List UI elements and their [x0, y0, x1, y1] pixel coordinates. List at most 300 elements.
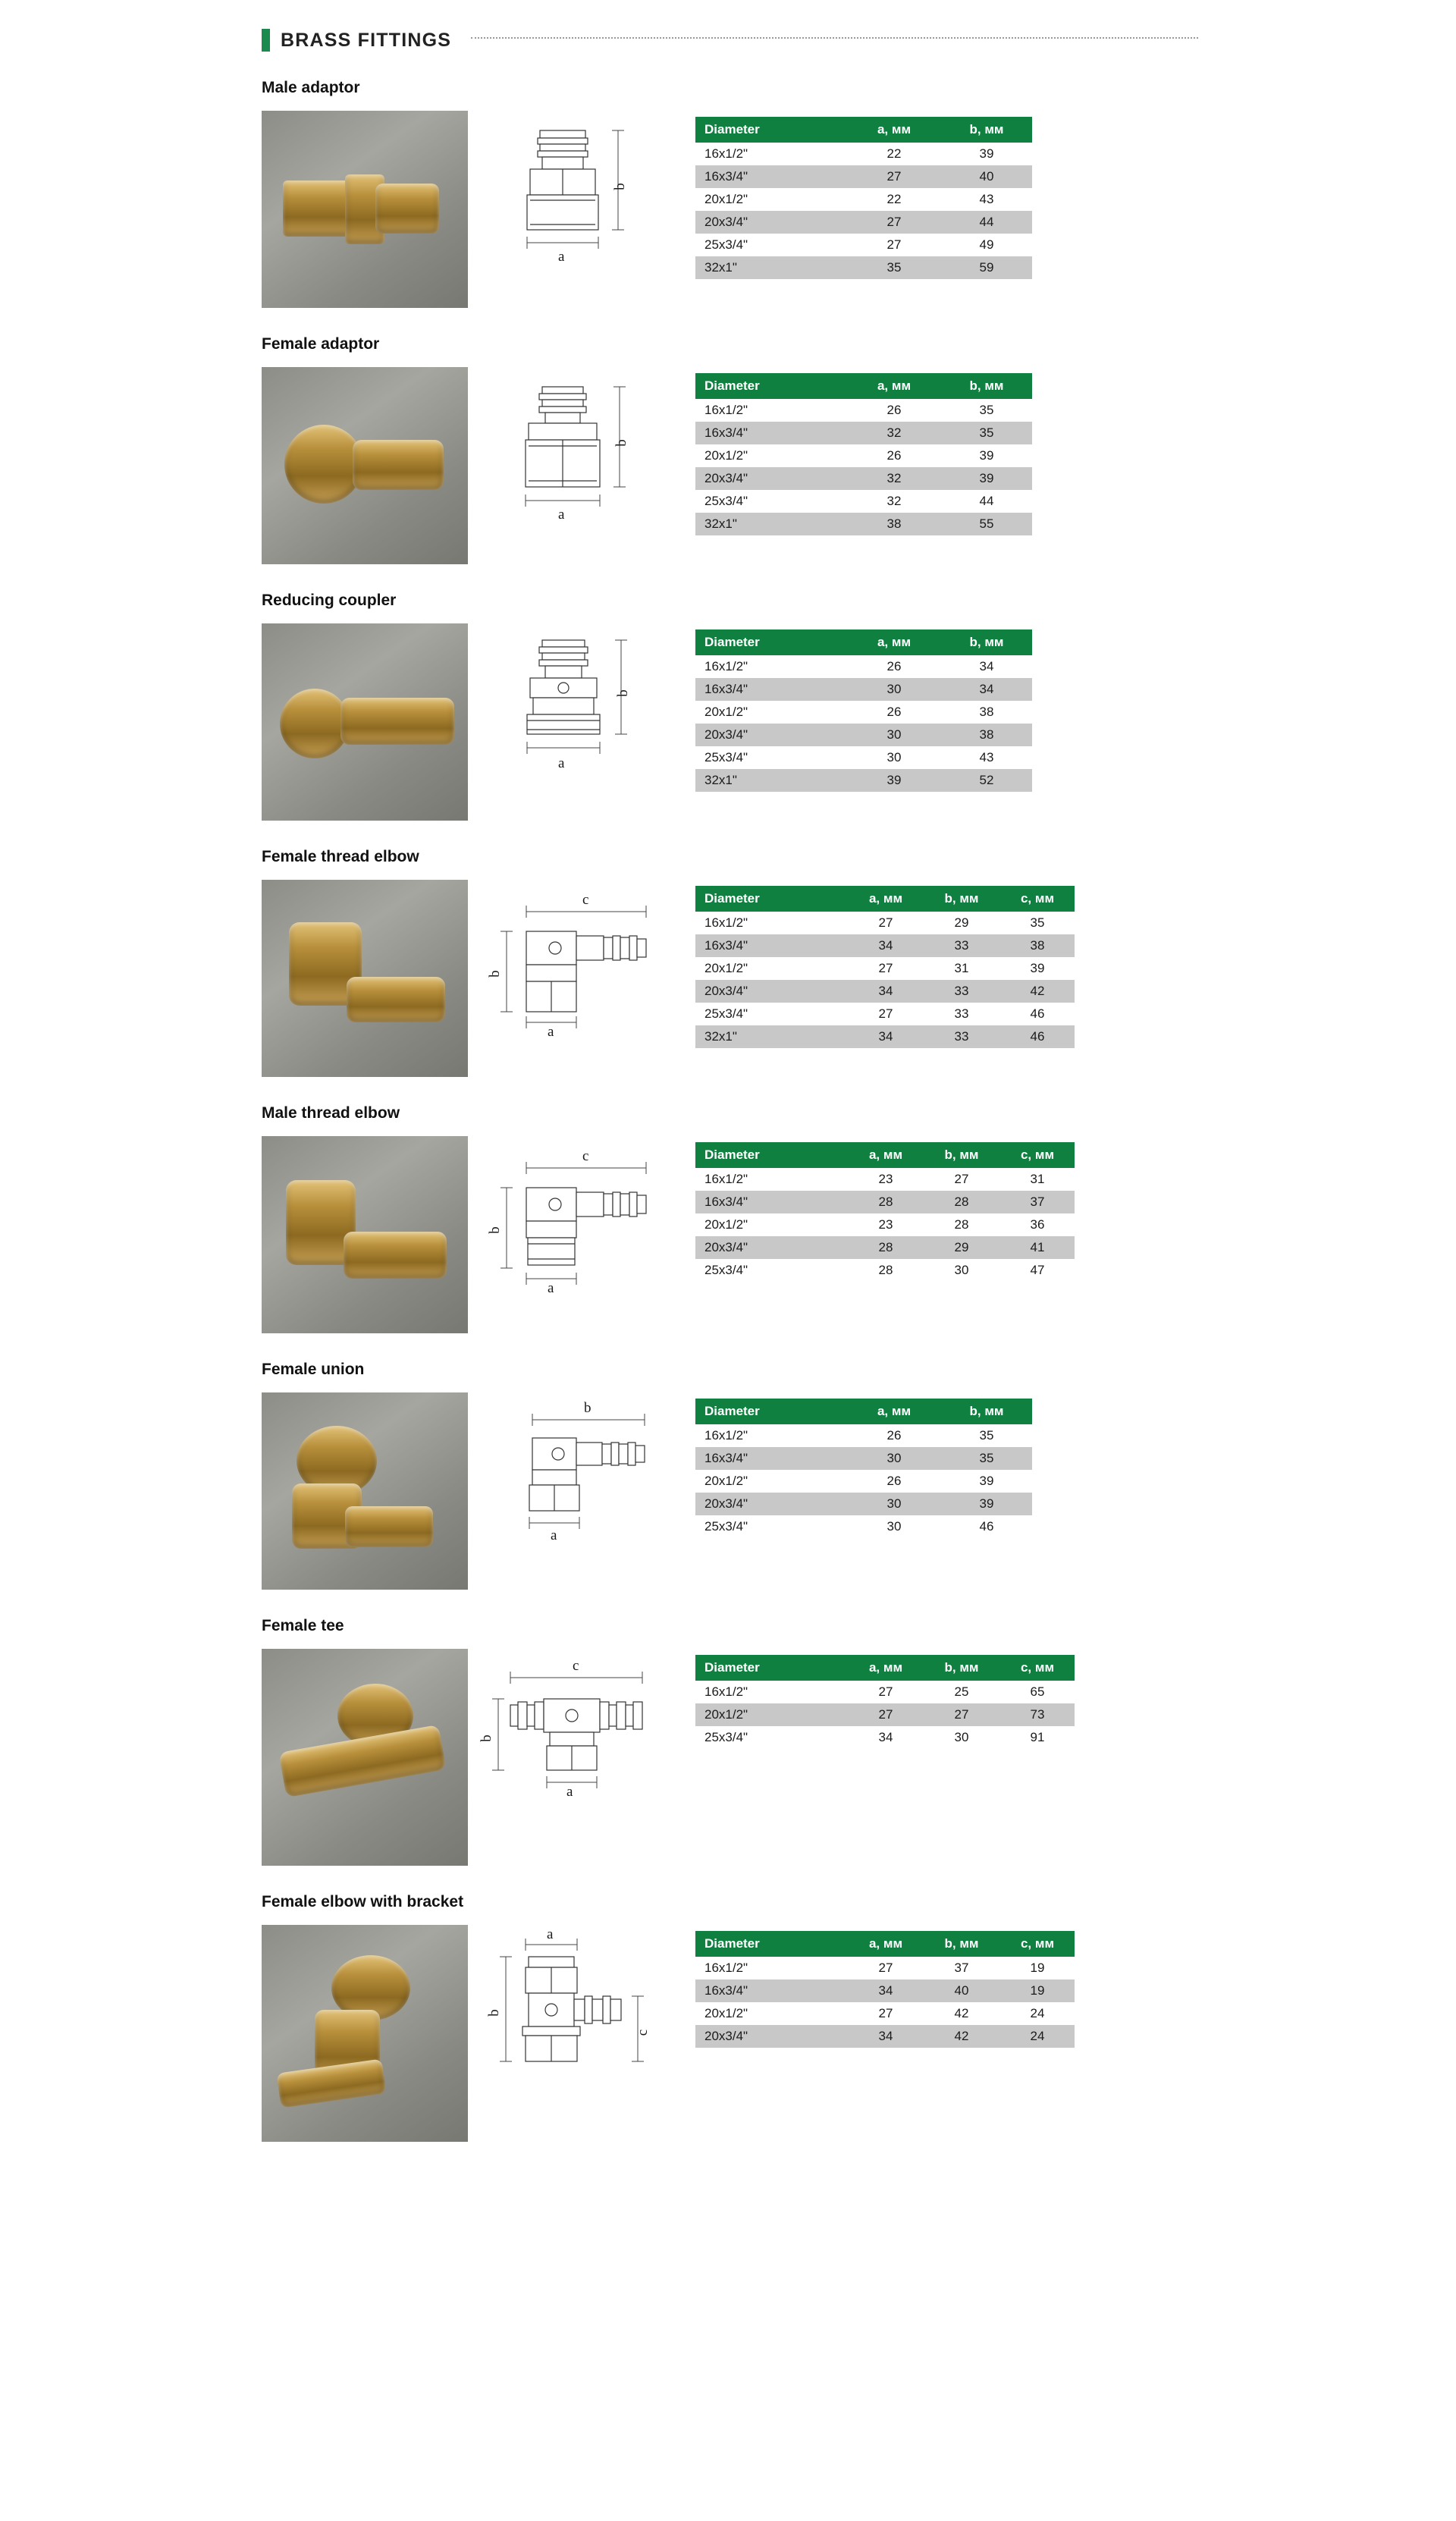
cell-dimension: 27: [847, 2002, 923, 2025]
table-row: [695, 1726, 1075, 1749]
table-row: [695, 1213, 1075, 1236]
cell-diameter: 16x1/2": [695, 1424, 847, 1447]
fitting-section: [0, 592, 1456, 821]
cell-dimension: 46: [999, 1025, 1075, 1048]
table-row: [695, 1447, 1032, 1470]
cell-diameter: 16x1/2": [695, 1681, 847, 1703]
cell-dimension: 26: [847, 655, 940, 678]
fitting-title: Male thread elbow: [262, 1104, 400, 1122]
column-header: Diameter: [695, 1931, 847, 1957]
column-header: b, мм: [940, 1399, 1032, 1424]
cell-dimension: 38: [847, 513, 940, 535]
table-row: [695, 256, 1032, 279]
cell-dimension: 49: [940, 234, 1032, 256]
cell-dimension: 42: [923, 2002, 999, 2025]
cell-diameter: 20x1/2": [695, 1703, 847, 1726]
table-row: [695, 1259, 1075, 1282]
dimension-drawing-cell: [468, 1925, 695, 2090]
cell-dimension: 22: [847, 143, 940, 165]
cell-diameter: 20x1/2": [695, 957, 847, 980]
spec-table-cell: [695, 111, 1032, 279]
fitting-section: [0, 335, 1456, 564]
cell-dimension: 35: [847, 256, 940, 279]
table-header-row: [695, 1655, 1075, 1681]
cell-diameter: 20x1/2": [695, 1213, 847, 1236]
cell-dimension: 40: [923, 1979, 999, 2002]
cell-dimension: 30: [847, 724, 940, 746]
column-header: b, мм: [940, 117, 1032, 143]
svg-text:c: c: [573, 1658, 579, 1674]
cell-dimension: 39: [940, 444, 1032, 467]
table-row: [695, 655, 1032, 678]
svg-text:a: a: [548, 1024, 554, 1038]
column-header: a, мм: [847, 629, 940, 655]
cell-dimension: 34: [847, 980, 923, 1003]
fitting-title: Reducing coupler: [262, 592, 397, 609]
cell-dimension: 37: [999, 1191, 1075, 1213]
cell-dimension: 37: [923, 1957, 999, 1979]
cell-dimension: 52: [940, 769, 1032, 792]
table-row: [695, 399, 1032, 422]
table-row: [695, 1470, 1032, 1493]
cell-dimension: 59: [940, 256, 1032, 279]
cell-dimension: 44: [940, 490, 1032, 513]
fitting-title: Female union: [262, 1361, 365, 1378]
svg-text:b: b: [584, 1400, 592, 1416]
cell-dimension: 28: [847, 1236, 923, 1259]
column-header: c, мм: [999, 886, 1075, 912]
cell-dimension: 30: [923, 1726, 999, 1749]
cell-dimension: 34: [847, 1025, 923, 1048]
fitting-section: [0, 1361, 1456, 1590]
cell-dimension: 27: [847, 1703, 923, 1726]
cell-diameter: 16x1/2": [695, 143, 847, 165]
cell-dimension: 33: [923, 980, 999, 1003]
cell-dimension: 24: [999, 2025, 1075, 2048]
svg-text:a: a: [551, 1527, 557, 1543]
cell-dimension: 35: [999, 912, 1075, 934]
cell-diameter: 16x3/4": [695, 1447, 847, 1470]
cell-dimension: 22: [847, 188, 940, 211]
fitting-section: [0, 1617, 1456, 1866]
product-photo: [262, 623, 468, 821]
fitting-section: [0, 1104, 1456, 1333]
cell-dimension: 35: [940, 1447, 1032, 1470]
fitting-body: [262, 367, 1456, 564]
cell-dimension: 33: [923, 934, 999, 957]
cell-dimension: 23: [847, 1168, 923, 1191]
cell-dimension: 46: [999, 1003, 1075, 1025]
technical-drawing: [475, 1655, 688, 1799]
svg-text:a: a: [566, 1784, 573, 1799]
table-header-row: [695, 629, 1032, 655]
table-row: [695, 211, 1032, 234]
table-row: [695, 1957, 1075, 1979]
cell-dimension: 27: [847, 1003, 923, 1025]
fitting-title: Female thread elbow: [262, 848, 419, 865]
cell-dimension: 33: [923, 1003, 999, 1025]
column-header: b, мм: [940, 373, 1032, 399]
cell-dimension: 30: [847, 1515, 940, 1538]
dimension-drawing-cell: [468, 1649, 695, 1799]
table-row: [695, 1515, 1032, 1538]
cell-dimension: 26: [847, 399, 940, 422]
cell-dimension: 32: [847, 467, 940, 490]
cell-diameter: 20x3/4": [695, 724, 847, 746]
cell-diameter: 20x3/4": [695, 1493, 847, 1515]
cell-dimension: 41: [999, 1236, 1075, 1259]
column-header: Diameter: [695, 117, 847, 143]
fitting-section: [0, 848, 1456, 1077]
technical-drawing: [483, 373, 680, 532]
cell-dimension: 29: [923, 1236, 999, 1259]
table-row: [695, 1493, 1032, 1515]
spec-table: [695, 1931, 1075, 2048]
fitting-body: [262, 1925, 1456, 2142]
cell-dimension: 46: [940, 1515, 1032, 1538]
cell-dimension: 28: [923, 1213, 999, 1236]
svg-text:b: b: [487, 1226, 503, 1234]
cell-diameter: 20x3/4": [695, 980, 847, 1003]
cell-dimension: 31: [999, 1168, 1075, 1191]
column-header: b, мм: [923, 1655, 999, 1681]
cell-dimension: 29: [923, 912, 999, 934]
cell-dimension: 73: [999, 1703, 1075, 1726]
technical-drawing: [483, 117, 680, 268]
product-photo-cell: [262, 1392, 468, 1590]
spec-table-cell: [695, 1925, 1075, 2048]
technical-drawing: [479, 886, 684, 1038]
cell-dimension: 28: [847, 1191, 923, 1213]
cell-diameter: 16x1/2": [695, 1957, 847, 1979]
cell-dimension: 39: [940, 467, 1032, 490]
column-header: Diameter: [695, 1655, 847, 1681]
table-row: [695, 422, 1032, 444]
column-header: b, мм: [923, 886, 999, 912]
table-row: [695, 1236, 1075, 1259]
column-header: Diameter: [695, 1142, 847, 1168]
header-dotted-rule: [471, 37, 1198, 39]
table-row: [695, 746, 1032, 769]
dimension-drawing-cell: [468, 111, 695, 268]
table-row: [695, 1003, 1075, 1025]
cell-dimension: 30: [847, 678, 940, 701]
cell-dimension: 39: [847, 769, 940, 792]
fitting-body: [262, 1649, 1456, 1866]
product-photo: [262, 1136, 468, 1333]
cell-dimension: 33: [923, 1025, 999, 1048]
product-photo: [262, 880, 468, 1077]
svg-text:a: a: [548, 1280, 554, 1294]
fitting-body: [262, 111, 1456, 308]
cell-dimension: 19: [999, 1979, 1075, 2002]
svg-text:b: b: [479, 1735, 494, 1742]
product-photo-cell: [262, 623, 468, 821]
cell-dimension: 34: [847, 2025, 923, 2048]
table-row: [695, 143, 1032, 165]
cell-dimension: 27: [847, 1681, 923, 1703]
cell-dimension: 25: [923, 1681, 999, 1703]
cell-dimension: 40: [940, 165, 1032, 188]
column-header: c, мм: [999, 1655, 1075, 1681]
cell-diameter: 16x3/4": [695, 678, 847, 701]
cell-dimension: 26: [847, 1470, 940, 1493]
svg-text:a: a: [558, 507, 565, 523]
table-row: [695, 1424, 1032, 1447]
table-row: [695, 724, 1032, 746]
cell-dimension: 35: [940, 1424, 1032, 1447]
cell-dimension: 34: [847, 1979, 923, 2002]
product-photo-cell: [262, 111, 468, 308]
table-row: [695, 188, 1032, 211]
cell-dimension: 31: [923, 957, 999, 980]
cell-diameter: 20x3/4": [695, 467, 847, 490]
spec-table: [695, 1142, 1075, 1282]
column-header: a, мм: [847, 1399, 940, 1424]
table-row: [695, 1191, 1075, 1213]
cell-dimension: 27: [847, 165, 940, 188]
cell-dimension: 34: [847, 1726, 923, 1749]
cell-diameter: 25x3/4": [695, 746, 847, 769]
cell-dimension: 27: [847, 1957, 923, 1979]
product-photo-cell: [262, 880, 468, 1077]
table-header-row: [695, 886, 1075, 912]
svg-text:a: a: [558, 249, 565, 265]
svg-text:a: a: [558, 755, 565, 771]
cell-dimension: 24: [999, 2002, 1075, 2025]
table-row: [695, 513, 1032, 535]
table-row: [695, 2002, 1075, 2025]
column-header: c, мм: [999, 1142, 1075, 1168]
cell-dimension: 27: [847, 957, 923, 980]
table-row: [695, 1979, 1075, 2002]
cell-diameter: 25x3/4": [695, 234, 847, 256]
cell-diameter: 20x3/4": [695, 1236, 847, 1259]
product-photo-cell: [262, 1649, 468, 1866]
svg-text:c: c: [582, 1148, 589, 1164]
table-row: [695, 1025, 1075, 1048]
table-row: [695, 165, 1032, 188]
dimension-drawing-cell: [468, 880, 695, 1038]
cell-dimension: 38: [940, 724, 1032, 746]
table-row: [695, 912, 1075, 934]
table-row: [695, 467, 1032, 490]
cell-diameter: 20x1/2": [695, 2002, 847, 2025]
cell-dimension: 34: [847, 934, 923, 957]
cell-diameter: 16x3/4": [695, 422, 847, 444]
fitting-body: [262, 623, 1456, 821]
column-header: a, мм: [847, 373, 940, 399]
cell-dimension: 65: [999, 1681, 1075, 1703]
column-header: a, мм: [847, 1931, 923, 1957]
product-photo: [262, 111, 468, 308]
svg-text:c: c: [582, 892, 589, 908]
cell-dimension: 35: [940, 422, 1032, 444]
cell-diameter: 16x1/2": [695, 399, 847, 422]
cell-dimension: 32: [847, 422, 940, 444]
cell-diameter: 32x1": [695, 1025, 847, 1048]
cell-dimension: 38: [940, 701, 1032, 724]
cell-dimension: 28: [847, 1259, 923, 1282]
column-header: b, мм: [923, 1142, 999, 1168]
cell-diameter: 25x3/4": [695, 1003, 847, 1025]
cell-diameter: 20x3/4": [695, 2025, 847, 2048]
spec-table: [695, 629, 1032, 792]
cell-dimension: 39: [940, 1493, 1032, 1515]
cell-diameter: 16x3/4": [695, 934, 847, 957]
spec-table-cell: [695, 367, 1032, 535]
cell-diameter: 32x1": [695, 256, 847, 279]
cell-diameter: 20x3/4": [695, 211, 847, 234]
cell-diameter: 16x3/4": [695, 165, 847, 188]
cell-diameter: 16x3/4": [695, 1979, 847, 2002]
cell-diameter: 16x1/2": [695, 912, 847, 934]
column-header: a, мм: [847, 886, 923, 912]
table-header-row: [695, 1142, 1075, 1168]
cell-dimension: 27: [847, 234, 940, 256]
cell-dimension: 43: [940, 188, 1032, 211]
table-row: [695, 678, 1032, 701]
cell-dimension: 39: [940, 1470, 1032, 1493]
cell-diameter: 32x1": [695, 769, 847, 792]
page-title: BRASS FITTINGS: [281, 29, 452, 51]
cell-dimension: 55: [940, 513, 1032, 535]
column-header: a, мм: [847, 117, 940, 143]
spec-table-cell: [695, 1392, 1032, 1538]
cell-diameter: 16x3/4": [695, 1191, 847, 1213]
cell-diameter: 20x1/2": [695, 188, 847, 211]
cell-dimension: 91: [999, 1726, 1075, 1749]
spec-table-cell: [695, 1649, 1075, 1749]
spec-table-cell: [695, 1136, 1075, 1282]
svg-text:b: b: [613, 439, 629, 447]
table-header-row: [695, 117, 1032, 143]
cell-dimension: 26: [847, 444, 940, 467]
dimension-drawing-cell: [468, 623, 695, 793]
table-row: [695, 2025, 1075, 2048]
cell-dimension: 47: [999, 1259, 1075, 1282]
sections-container: [0, 79, 1456, 2142]
spec-table: [695, 886, 1075, 1048]
product-photo: [262, 367, 468, 564]
column-header: Diameter: [695, 1399, 847, 1424]
table-row: [695, 957, 1075, 980]
cell-dimension: 30: [847, 1493, 940, 1515]
technical-drawing: [479, 1399, 684, 1543]
cell-dimension: 19: [999, 1957, 1075, 1979]
table-row: [695, 769, 1032, 792]
header-accent-bar: [262, 29, 270, 52]
cell-dimension: 43: [940, 746, 1032, 769]
spec-table: [695, 117, 1032, 279]
cell-diameter: 16x1/2": [695, 1168, 847, 1191]
svg-text:b: b: [487, 970, 503, 978]
spec-table-cell: [695, 880, 1075, 1048]
cell-dimension: 27: [847, 912, 923, 934]
column-header: c, мм: [999, 1931, 1075, 1957]
cell-dimension: 44: [940, 211, 1032, 234]
table-header-row: [695, 1399, 1032, 1424]
table-row: [695, 1681, 1075, 1703]
cell-dimension: 23: [847, 1213, 923, 1236]
cell-dimension: 30: [923, 1259, 999, 1282]
cell-diameter: 16x1/2": [695, 655, 847, 678]
spec-table: [695, 1399, 1032, 1538]
cell-diameter: 25x3/4": [695, 1259, 847, 1282]
fitting-body: [262, 880, 1456, 1077]
column-header: Diameter: [695, 886, 847, 912]
cell-dimension: 30: [847, 1447, 940, 1470]
column-header: Diameter: [695, 629, 847, 655]
product-photo-cell: [262, 367, 468, 564]
table-row: [695, 1168, 1075, 1191]
dimension-drawing-cell: [468, 1136, 695, 1294]
svg-text:a: a: [547, 1931, 554, 1942]
table-row: [695, 490, 1032, 513]
column-header: b, мм: [940, 629, 1032, 655]
product-photo-cell: [262, 1925, 468, 2142]
table-row: [695, 701, 1032, 724]
cell-dimension: 32: [847, 490, 940, 513]
technical-drawing: [479, 1142, 684, 1294]
cell-dimension: 26: [847, 1424, 940, 1447]
table-row: [695, 980, 1075, 1003]
svg-text:b: b: [615, 689, 631, 697]
spec-table: [695, 373, 1032, 535]
cell-dimension: 39: [999, 957, 1075, 980]
table-row: [695, 444, 1032, 467]
fitting-body: [262, 1392, 1456, 1590]
page-header: [0, 0, 1456, 52]
cell-dimension: 42: [923, 2025, 999, 2048]
cell-diameter: 25x3/4": [695, 490, 847, 513]
fitting-title: Male adaptor: [262, 79, 360, 96]
fitting-section: [0, 1893, 1456, 2142]
fitting-section: [0, 79, 1456, 308]
table-row: [695, 234, 1032, 256]
svg-text:b: b: [612, 183, 628, 190]
spec-table-cell: [695, 623, 1032, 792]
cell-diameter: 20x1/2": [695, 444, 847, 467]
cell-dimension: 26: [847, 701, 940, 724]
cell-dimension: 34: [940, 655, 1032, 678]
cell-dimension: 39: [940, 143, 1032, 165]
svg-text:c: c: [635, 2029, 651, 2036]
fitting-title: Female elbow with bracket: [262, 1893, 464, 1910]
product-photo: [262, 1925, 468, 2142]
column-header: Diameter: [695, 373, 847, 399]
cell-dimension: 28: [923, 1191, 999, 1213]
cell-diameter: 32x1": [695, 513, 847, 535]
cell-dimension: 36: [999, 1213, 1075, 1236]
table-row: [695, 934, 1075, 957]
spec-table: [695, 1655, 1075, 1749]
cell-diameter: 25x3/4": [695, 1515, 847, 1538]
fitting-title: Female adaptor: [262, 335, 380, 353]
dimension-drawing-cell: [468, 1392, 695, 1543]
cell-dimension: 27: [923, 1168, 999, 1191]
svg-text:b: b: [486, 2009, 502, 2017]
cell-dimension: 27: [923, 1703, 999, 1726]
fitting-body: [262, 1136, 1456, 1333]
cell-dimension: 42: [999, 980, 1075, 1003]
cell-dimension: 38: [999, 934, 1075, 957]
column-header: a, мм: [847, 1142, 923, 1168]
column-header: a, мм: [847, 1655, 923, 1681]
cell-dimension: 27: [847, 211, 940, 234]
table-header-row: [695, 373, 1032, 399]
technical-drawing: [475, 1931, 688, 2090]
